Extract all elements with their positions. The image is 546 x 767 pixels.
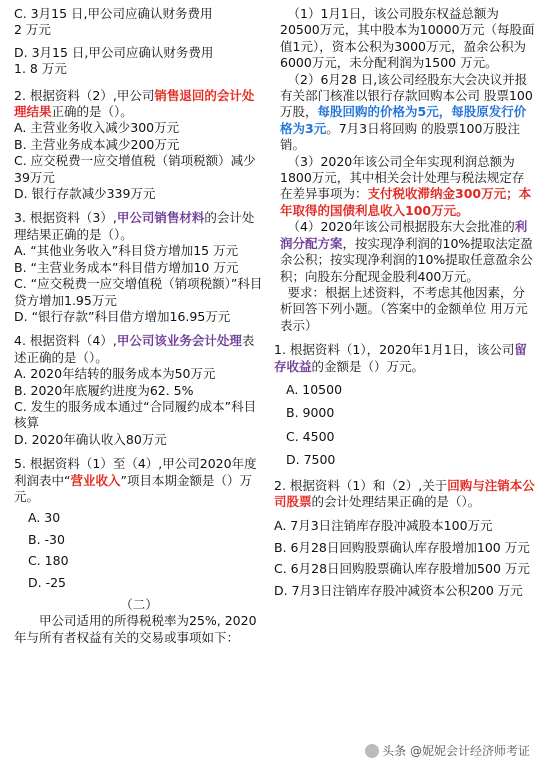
q4-option-b: B. 2020年底履约进度为62. 5% — [14, 382, 194, 398]
material-item-4: （4）2020年该公司根据股东大会批准的利润分配方案，按实现净利润的10%提取法定盈余公积；按实现净利润的10%提取任意盈余公积；向股东分配现金股利400万元。 — [280, 219, 533, 284]
highlight-text: 回购与注销本公司股票 — [274, 477, 535, 509]
r1-option-a: A. 10500 — [286, 381, 343, 397]
q5-option-b: B. -30 — [28, 531, 65, 547]
q5-option-d: D. -25 — [28, 574, 66, 590]
right-column — [274, 0, 536, 599]
q2-option-b: B. 主营业务成本减少200万元 — [14, 136, 180, 152]
q5-option-c: C. 180 — [28, 553, 69, 569]
highlight-text: 甲公司该业务会计处理 — [116, 333, 242, 349]
avatar-icon — [365, 744, 379, 758]
highlight-text: 每股回购的价格为5元，每股原发行价格为3元 — [280, 104, 527, 136]
section-intro: 甲公司适用的所得税税率为25%, 2020年与所有者权益有关的交易或事项如下： — [14, 613, 257, 645]
material-item-1: （1）1月1日，该公司股东权益总额为 20500万元，其中股本为10000万元（每股面值1元），资本公积为3000万元，盈余公积为6000万元，未分配利润为1500 万元。 — [280, 6, 535, 71]
question-5: 5. 根据资料（1）至（4）,甲公司2020年度利润表中“营业收入”项目本期金额是（）万元。 — [14, 456, 257, 504]
option-c: C. 3月15 日,甲公司应确认财务费用 2 万元 — [14, 6, 213, 38]
highlight-text: 利润分配方案 — [280, 219, 528, 251]
q2-option-c: C. 应交税费一应交增值税（销项税额）减少39万元 — [14, 153, 256, 185]
r2-option-d: D. 7月3日注销库存股冲减资本公积200 万元 — [274, 582, 523, 598]
left-column — [14, 0, 264, 646]
q2-option-d: D. 银行存款减少339万元 — [14, 186, 156, 202]
r2-option-a: A. 7月3日注销库存股冲减股本100万元 — [274, 518, 493, 534]
q4-option-a: A. 2020年结转的服务成本为50万元 — [14, 366, 216, 382]
highlight-text: 甲公司销售材料 — [116, 210, 205, 226]
question-4: 4. 根据资料（4）,甲公司该业务会计处理表述正确的是（）。 — [14, 333, 255, 365]
r2-option-b: B. 6月28日回购股票确认库存股增加100 万元 — [274, 539, 530, 555]
highlight-text: 支付税收滞纳金300万元；本年取得的国债利息收入100万元。 — [280, 186, 532, 218]
q4-option-d: D. 2020年确认收入80万元 — [14, 431, 167, 447]
q5-option-a: A. 30 — [28, 510, 61, 526]
watermark: 头条 @妮妮会计经济师考证 — [361, 740, 534, 761]
r1-option-d: D. 7500 — [286, 452, 336, 468]
q4-option-c: C. 发生的服务成本通过“合同履约成本”科目核算 — [14, 398, 257, 431]
r2-option-c: C. 6月28日回购股票确认库存股增加500 万元 — [274, 561, 530, 577]
question-3: 3. 根据资料（3）,甲公司销售材料的会计处理结果正确的是（）。 — [14, 210, 255, 242]
material-item-2: （2）6月28 日,该公司经股东大会决议并报有关部门核准以银行存款回购本公司 股票100万股，每股回购的价格为5元，每股原发行价格为3元。7月3日将回购 的股票100万股注销。 — [280, 71, 533, 153]
question-r2: 2. 根据资料（1）和（2）,关于回购与注销本公司股票的会计处理结果正确的是（）。 — [274, 477, 535, 509]
r1-option-b: B. 9000 — [286, 405, 335, 421]
q3-option-b: B. “主营业务成本”科目借方增加10 万元 — [14, 259, 239, 275]
q3-option-c: C. “应交税费一应交增值税（销项税额）”科目贷方增加1.95万元 — [14, 276, 263, 308]
highlight-text: 营业收入 — [70, 472, 121, 488]
section-heading: （二） — [120, 597, 158, 612]
option-d: D. 3月15 日,甲公司应确认财务费用 1. 8 万元 — [14, 44, 214, 77]
highlight-text: 销售退回的会计处理结果 — [14, 87, 255, 120]
q3-option-d: D. “银行存款”科目借方增加16.95万元 — [14, 308, 231, 324]
highlight-text: 留存收益 — [274, 342, 527, 374]
q3-option-a: A. “其他业务收入”科目贷方增加15 万元 — [14, 243, 239, 259]
material-item-3: （3）2020年该公司全年实现利润总额为 1800万元，其中相关会计处理与税法规定存在差异事项为：支付税收滞纳金300万元；本年取得的国债利息收入100万元。 — [280, 153, 532, 218]
requirements: 要求：根据上述资料，不考虑其他因素，分析回答下列小题。（答案中的金额单位 用万元表示） — [280, 284, 528, 333]
q2-option-a: A. 主营业务收入减少300万元 — [14, 120, 180, 136]
question-2: 2. 根据资料（2）,甲公司销售退回的会计处理结果正确的是（）。 — [14, 87, 255, 120]
question-r1: 1. 根据资料（1），2020年1月1日，该公司留存收益的金额是（）万元。 — [274, 342, 527, 374]
r1-option-c: C. 4500 — [286, 428, 335, 444]
